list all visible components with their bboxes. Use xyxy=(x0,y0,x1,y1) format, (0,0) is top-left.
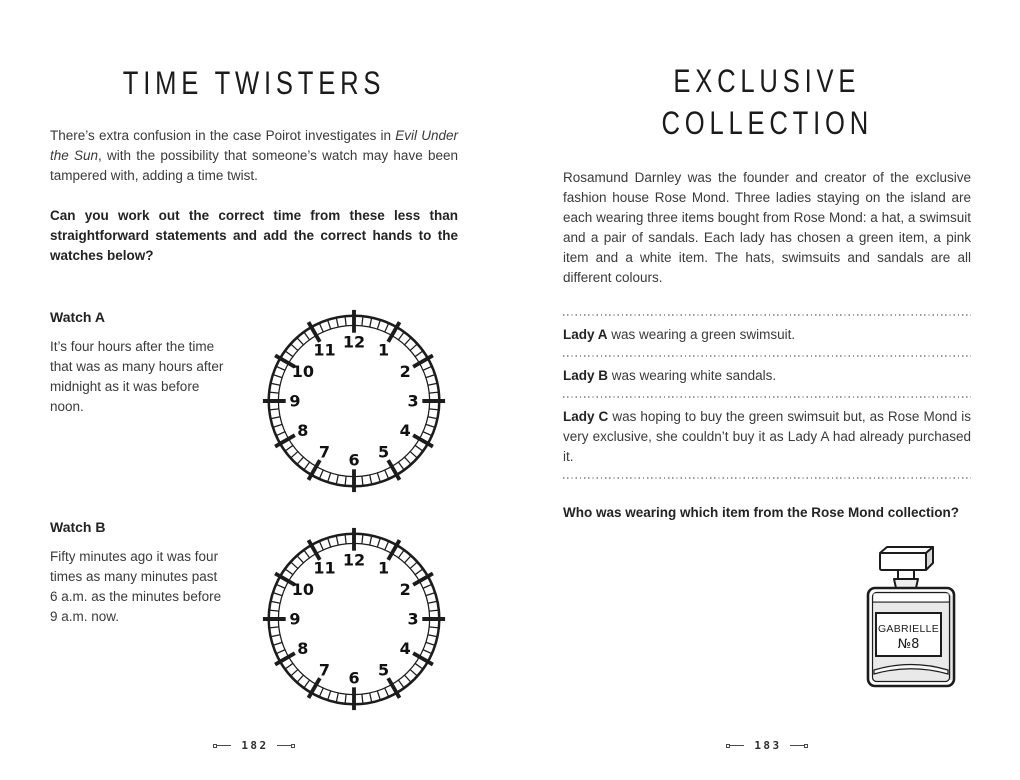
headspace xyxy=(874,594,949,602)
watch-a-heading: Watch A xyxy=(50,309,105,325)
page-title-left: TIME TWISTERS xyxy=(122,65,386,101)
cap-front-face xyxy=(880,553,926,570)
clue-lady-b: Lady B was wearing white sandals. xyxy=(563,368,777,383)
page-title-right: EXCLUSIVE COLLECTION xyxy=(661,63,873,141)
clock-numeral: 5 xyxy=(377,660,390,680)
clock-numeral: 9 xyxy=(289,391,301,411)
page-right xyxy=(563,0,971,780)
watch-a-text: It’s four hours after the time that was as many hours after midnight as it was before noon. xyxy=(50,339,224,414)
clock-numeral: 9 xyxy=(289,609,301,629)
dotted-divider xyxy=(563,477,971,479)
clock-numeral: 10 xyxy=(291,361,314,381)
footer-dash-ornament xyxy=(790,745,804,746)
page-footer-left xyxy=(50,739,458,752)
watch-b-heading: Watch B xyxy=(50,519,106,535)
footer-dash-ornament xyxy=(217,745,231,746)
clock-numeral: 8 xyxy=(297,639,309,659)
footer-square-ornament xyxy=(804,744,808,748)
clock-numeral: 10 xyxy=(291,579,314,599)
clock-numeral: 1 xyxy=(377,558,390,578)
perfume-brand-text: GABRIELLE xyxy=(877,623,940,635)
intro-paragraph-right: Rosamund Darnley was the founder and creator of the exclusive fashion house Rose Mond. Three ladies staying on the island are each wearing three items bought from Rose Mond: a hat, a swimsuit and a pair of sandals. Each lady has chosen a green item, a pink item and a white item. The hats, swimsuits and sandals are all different colours. xyxy=(563,170,971,285)
clock-face-b xyxy=(260,525,448,713)
clock-numeral: 2 xyxy=(399,579,411,599)
clock-numeral: 4 xyxy=(399,421,411,441)
clock-numeral: 8 xyxy=(297,421,309,441)
page-left xyxy=(50,0,458,780)
clock-numeral: 1 xyxy=(377,340,390,360)
footer-dash-ornament xyxy=(277,745,291,746)
clock-numeral: 6 xyxy=(348,450,360,470)
footer-dash-ornament xyxy=(730,745,744,746)
clock-numeral: 12 xyxy=(342,332,366,352)
clock-numeral: 12 xyxy=(342,550,366,570)
clock-numeral: 2 xyxy=(399,361,411,381)
clue-lady-c: Lady C was hoping to buy the green swimsuit but, as Rose Mond is very exclusive, she couldn’t buy it as Lady A had already purchased it. xyxy=(563,409,972,464)
clock-numeral: 3 xyxy=(407,609,419,629)
page-footer-right xyxy=(563,739,971,752)
page-number: 183 xyxy=(754,739,782,752)
puzzle-question-right: Who was wearing which item from the Rose Mond collection? xyxy=(563,505,960,520)
book-title-italic: Evil Under the Sun xyxy=(50,128,458,163)
clock-numeral: 5 xyxy=(377,442,390,462)
clock-numeral: 4 xyxy=(399,639,411,659)
page-number: 182 xyxy=(241,739,269,752)
clock-numeral: 3 xyxy=(407,391,419,411)
intro-paragraph-left: There’s extra confusion in the case Poirot investigates in Evil Under the Sun, with the possibility that someone’s watch may have been tampered with, adding a time twist. xyxy=(50,128,458,183)
perfume-bottle-icon xyxy=(858,543,962,693)
clock-numeral: 7 xyxy=(318,660,331,680)
watch-b-text: Fifty minutes ago it was four times as many minutes past 6 a.m. as the minutes before 9 a.m. now. xyxy=(50,549,222,624)
perfume-number-text: №8 xyxy=(897,637,920,652)
clock-face-a xyxy=(260,307,448,495)
bottle-collar xyxy=(894,579,918,588)
clock-numeral: 7 xyxy=(318,442,331,462)
clock-numeral: 11 xyxy=(313,340,336,360)
footer-square-ornament xyxy=(291,744,295,748)
clock-numeral: 11 xyxy=(313,558,336,578)
bottle-neck xyxy=(898,570,914,579)
puzzle-question-left: Can you work out the correct time from these less than straightforward statements and add the correct hands to the watches below? xyxy=(50,208,458,263)
clue-lady-a: Lady A was wearing a green swimsuit. xyxy=(563,327,796,342)
clock-numeral: 6 xyxy=(348,668,360,688)
clue-list xyxy=(563,314,971,479)
